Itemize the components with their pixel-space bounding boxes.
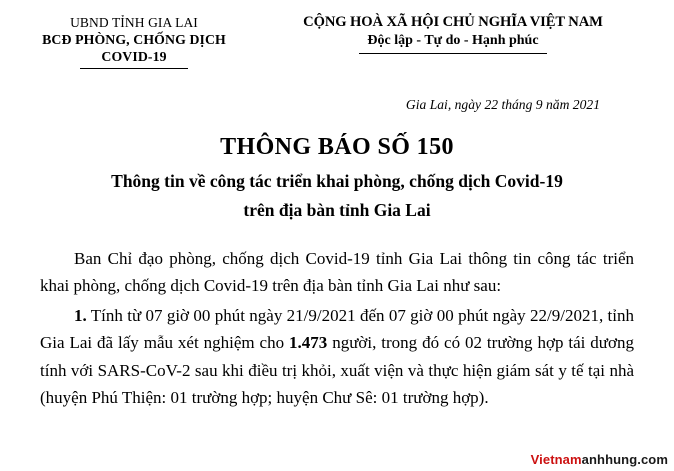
org-line-covid: COVID-19 [101, 49, 167, 65]
place-and-date: Gia Lai, ngày 22 tháng 9 năm 2021 [405, 96, 600, 112]
national-heading [250, 12, 656, 54]
page-title: THÔNG BÁO SỐ 150 [220, 133, 454, 160]
watermark [531, 452, 668, 467]
document-subtitle-second-line: trên địa bàn tỉnh Gia Lai [243, 200, 431, 221]
issuing-organization [18, 12, 250, 69]
watermark-domain: anhhung.com [581, 452, 668, 467]
paragraph-item-1-text-a: Tính từ 07 giờ 00 phút ngày 21/9/2021 đến 07 giờ 00 phút ngày 22/9/2021, tỉnh Gia Lai đã lấy mẫu xét nghiệm cho [40, 305, 634, 353]
national-motto: Độc lập - Tự do - Hạnh phúc [367, 33, 539, 49]
watermark-brand: Vietnam [530, 452, 582, 467]
paragraph-item-1 [40, 302, 634, 412]
org-underline [80, 68, 188, 69]
motto-underline [359, 53, 547, 54]
test-sample-count: 1.473 [289, 333, 328, 353]
nation-name: CỘNG HOÀ XÃ HỘI CHỦ NGHĨA VIỆT NAM [303, 14, 603, 30]
document-title-block [0, 133, 674, 223]
document-subtitle: Thông tin về công tác triển khai phòng, chống dịch Covid-19 [111, 170, 563, 191]
paragraph-item-1-text-b: người, trong đó có 02 trường hợp tái dương tính với SARS-CoV-2 sau khi điều trị khỏi, xuất viện và thực hiện giám sát y tế tại nhà (huyện Phú Thiện: 01 trường hợp; huyện Chư Sê: 01 trường hợp). [40, 333, 634, 408]
place-date-row [0, 83, 674, 113]
paragraph-intro: Ban Chỉ đạo phòng, chống dịch Covid-19 tỉnh Gia Lai thông tin công tác triển khai phòng, chống dịch Covid-19 trên địa bàn tỉnh Gia Lai như sau: [40, 248, 634, 296]
org-line-committee: BCĐ PHÒNG, CHỐNG DỊCH [42, 32, 226, 47]
document-header [0, 0, 674, 69]
document-body [0, 245, 674, 412]
org-line-province: UBND TỈNH GIA LAI [70, 15, 198, 30]
paragraph-item-number: 1. [74, 305, 87, 325]
